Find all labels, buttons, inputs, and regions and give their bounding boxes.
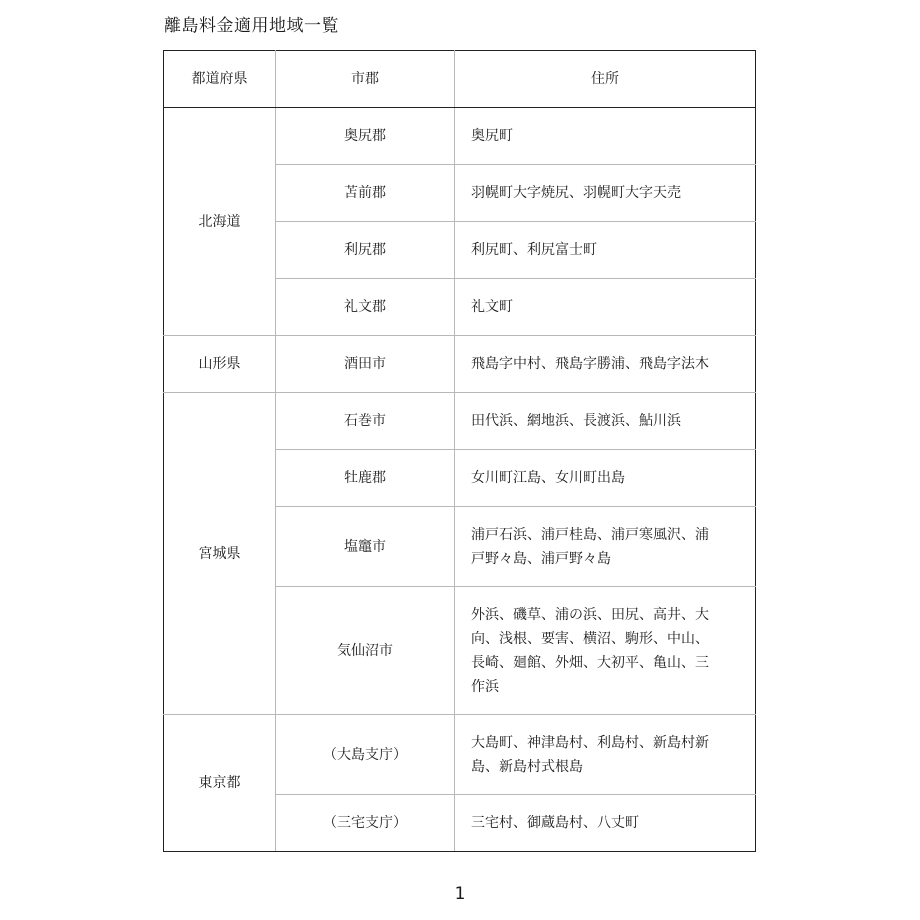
- city-cell: 利尻郡: [276, 222, 455, 279]
- table-row: [164, 715, 756, 795]
- header-address: 住所: [455, 51, 756, 108]
- city-cell: 酒田市: [276, 336, 455, 393]
- address-line: 浦戸石浜、浦戸桂島、浦戸寒風沢、浦: [471, 526, 709, 543]
- address-line: 長崎、廻館、外畑、大初平、亀山、三: [471, 654, 709, 671]
- city-cell: 塩竈市: [276, 507, 455, 587]
- address-cell: 羽幌町大字焼尻、羽幌町大字天売: [455, 165, 756, 222]
- city-cell: 礼文郡: [276, 279, 455, 336]
- city-cell: 牡鹿郡: [276, 450, 455, 507]
- prefecture-cell-miyagi: 宮城県: [164, 393, 276, 715]
- address-cell: 田代浜、網地浜、長渡浜、鮎川浜: [455, 393, 756, 450]
- address-cell: 飛島字中村、飛島字勝浦、飛島字法木: [455, 336, 756, 393]
- city-cell: 奥尻郡: [276, 108, 455, 165]
- header-city: 市郡: [276, 51, 455, 108]
- address-cell: [455, 715, 756, 795]
- document-title: 離島料金適用地域一覧: [164, 16, 339, 36]
- address-cell: [455, 587, 756, 715]
- city-cell: （三宅支庁）: [276, 795, 455, 852]
- prefecture-cell-tokyo: 東京都: [164, 715, 276, 852]
- city-cell: 気仙沼市: [276, 587, 455, 715]
- city-cell: （大島支庁）: [276, 715, 455, 795]
- address-line: 作浜: [471, 678, 499, 695]
- table-row: [164, 336, 756, 393]
- address-cell: 女川町江島、女川町出島: [455, 450, 756, 507]
- address-line: 外浜、磯草、浦の浜、田尻、高井、大: [471, 606, 709, 623]
- table-header-row: [164, 51, 756, 108]
- address-cell: 利尻町、利尻富士町: [455, 222, 756, 279]
- table-row: [164, 393, 756, 450]
- address-cell: 三宅村、御蔵島村、八丈町: [455, 795, 756, 852]
- page-number: 1: [454, 884, 466, 904]
- address-line: 向、浅根、要害、横沼、駒形、中山、: [471, 630, 709, 647]
- address-cell: 奥尻町: [455, 108, 756, 165]
- prefecture-cell-yamagata: 山形県: [164, 336, 276, 393]
- prefecture-cell-hokkaido: 北海道: [164, 108, 276, 336]
- address-line: 戸野々島、浦戸野々島: [471, 550, 611, 567]
- remote-island-areas-table: [163, 50, 756, 852]
- address-cell: [455, 507, 756, 587]
- address-cell: 礼文町: [455, 279, 756, 336]
- address-line: 島、新島村式根島: [471, 758, 583, 775]
- table-row: [164, 108, 756, 165]
- header-prefecture: 都道府県: [164, 51, 276, 108]
- address-line: 大島町、神津島村、利島村、新島村新: [471, 734, 709, 751]
- city-cell: 苫前郡: [276, 165, 455, 222]
- city-cell: 石巻市: [276, 393, 455, 450]
